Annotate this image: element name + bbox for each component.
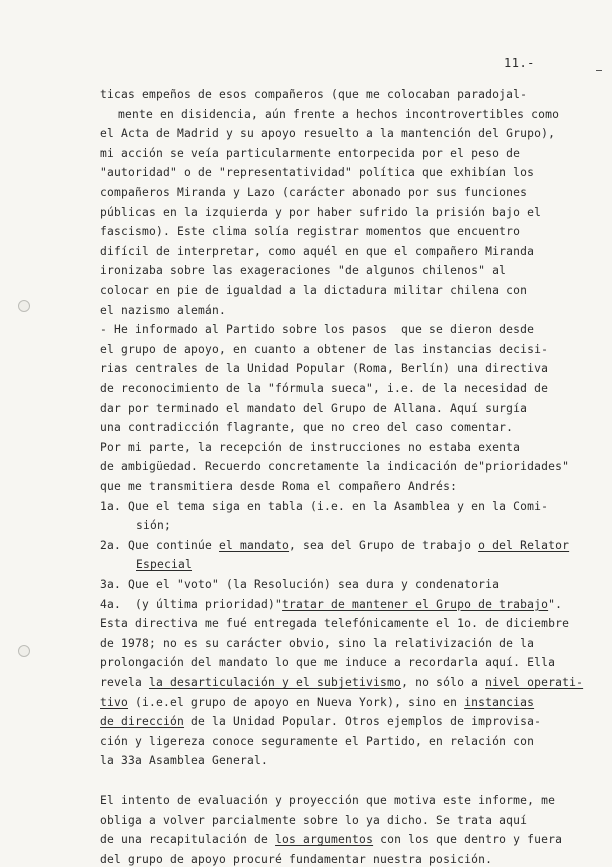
underlined-text: el mandato: [219, 538, 290, 552]
text-segment: el nazismo alemán.: [100, 303, 227, 317]
text-segment: con los que dentro y fuera: [373, 833, 563, 847]
text-line: [100, 715, 541, 729]
text-line: [100, 735, 534, 749]
underlined-text: la desarticulación y el subjetivismo: [149, 676, 402, 689]
text-line: [100, 343, 548, 357]
text-segment: de la Unidad Popular. Otros ejemplos de improvisa-: [184, 715, 542, 729]
text-line: [100, 656, 555, 670]
underlined-text: tratar de mantener el Grupo de trabajo: [282, 597, 549, 611]
text-segment: de reconocimiento de la "fórmula sueca", i.e. de la necesidad de: [100, 382, 549, 395]
text-segment: ironizaba sobre las exageraciones "de algunos chilenos" al: [100, 264, 507, 278]
text-segment: , no sólo a: [401, 676, 486, 689]
text-line: [100, 578, 499, 592]
text-line: [100, 539, 569, 553]
text-line: [100, 853, 492, 867]
text-line: [100, 206, 541, 220]
text-line: [100, 500, 548, 514]
text-line: [100, 186, 527, 200]
text-line: [100, 245, 534, 259]
text-segment: de ambigüedad. Recuerdo concretamente la indicación de"prioridades": [100, 460, 570, 474]
text-line: [100, 147, 520, 161]
text-line: [100, 814, 527, 828]
margin-mark: [596, 70, 602, 71]
text-segment: mente en disidencia, aún frente a hechos incontrovertibles como: [118, 107, 560, 121]
text-line: [100, 460, 569, 474]
text-line: [100, 166, 534, 180]
text-line: [100, 441, 520, 455]
text-line: [136, 558, 192, 572]
text-segment: obliga a volver parcialmente sobre lo ya dicho. Se trata aquí: [100, 813, 528, 827]
underlined-text: Especial: [136, 558, 193, 572]
text-segment: 3a. Que el "voto" (la Resolución) sea dura y condenatoria: [100, 578, 500, 591]
text-line: [100, 833, 562, 847]
text-segment: una contradicción flagrante, que no creo del caso comentar.: [100, 421, 514, 435]
punch-hole-mark: [18, 645, 30, 657]
text-segment: El intento de evaluación y proyección que motiva este informe, me: [100, 794, 556, 807]
text-line: [100, 480, 457, 494]
page-number: 11.-: [504, 56, 535, 70]
text-line: [100, 421, 513, 435]
text-line: [100, 323, 534, 337]
text-segment: ticas empeños de esos compañeros (que me colocaban paradojal-: [100, 88, 528, 101]
text-segment: colocar en pie de igualdad a la dictadura militar chilena con: [100, 284, 528, 297]
text-segment: rias centrales de la Unidad Popular (Roma, Berlín) una directiva: [100, 362, 549, 376]
text-segment: que me transmitiera desde Roma el compañero Andrés:: [100, 480, 458, 493]
text-segment: ción y ligereza conoce seguramente el Partido, en relación con: [100, 734, 535, 748]
text-line: [100, 617, 569, 631]
text-segment: fascismo). Este clima solía registrar momentos que encuentro: [100, 225, 521, 239]
text-segment: de una recapitulación de: [100, 833, 276, 847]
underlined-text: o del Relator: [478, 538, 570, 552]
text-line: [100, 754, 268, 768]
text-line: [100, 402, 527, 416]
text-segment: revela: [100, 676, 150, 689]
underlined-text: instancias: [464, 695, 535, 709]
punch-hole-mark: [18, 300, 30, 312]
underlined-text: los argumentos: [275, 833, 374, 847]
text-line: [118, 108, 559, 122]
text-line: [136, 519, 171, 533]
text-segment: Por mi parte, la recepción de instrucciones no estaba exenta: [100, 440, 521, 454]
text-segment: ".: [548, 597, 563, 611]
text-line: [100, 382, 548, 396]
text-segment: de 1978; no es su carácter obvio, sino la relativización de la: [100, 636, 535, 650]
text-segment: la 33a Asamblea General.: [100, 754, 269, 768]
text-segment: , sea del Grupo de trabajo: [289, 538, 479, 552]
text-line: [100, 598, 562, 612]
text-segment: compañeros Miranda y Lazo (carácter abonado por sus funciones: [100, 186, 528, 199]
text-line: [100, 284, 527, 298]
text-line: [100, 676, 583, 690]
text-line: [100, 794, 555, 808]
text-line: [100, 304, 226, 318]
text-segment: sión;: [136, 519, 172, 533]
text-segment: prolongación del mandato lo que me induce a recordarla aquí. Ella: [100, 656, 556, 670]
text-line: [100, 637, 534, 651]
text-line: [100, 696, 534, 710]
text-segment: mi acción se veía particularmente entorpecida por el peso de: [100, 146, 521, 160]
text-segment: dar por terminado el mandato del Grupo de Allana. Aquí surgía: [100, 401, 528, 415]
text-segment: 1a. Que el tema siga en tabla (i.e. en la Asamblea y en la Comi-: [100, 499, 549, 513]
text-segment: el Acta de Madrid y su apoyo resuelto a la mantención del Grupo),: [100, 127, 556, 141]
text-segment: del grupo de apoyo procuré fundamentar nuestra posición.: [100, 852, 493, 866]
text-segment: "autoridad" o de "representatividad" política que exhibían los: [100, 166, 535, 180]
underlined-text: tivo: [100, 695, 129, 709]
text-line: [100, 88, 527, 102]
underlined-text: nivel operati-: [485, 676, 584, 689]
text-segment: el grupo de apoyo, en cuanto a obtener de las instancias decisi-: [100, 342, 549, 356]
text-segment: Esta directiva me fué entregada telefónicamente el 1o. de diciembre: [100, 617, 570, 631]
text-segment: (i.e.el grupo de apoyo en Nueva York), sino en: [128, 695, 465, 709]
text-line: [100, 127, 555, 141]
text-segment: difícil de interpretar, como aquél en que el compañero Miranda: [100, 244, 535, 258]
text-line: [100, 225, 520, 239]
text-line: [100, 362, 548, 376]
text-line: [100, 264, 506, 278]
text-segment: públicas en la izquierda y por haber sufrido la prisión bajo el: [100, 205, 542, 219]
text-segment: - He informado al Partido sobre los pasos que se dieron desde: [100, 323, 535, 337]
text-segment: 2a. Que continúe: [100, 538, 220, 552]
underlined-text: de dirección: [100, 715, 185, 729]
text-segment: 4a. (y última prioridad)": [100, 597, 283, 611]
